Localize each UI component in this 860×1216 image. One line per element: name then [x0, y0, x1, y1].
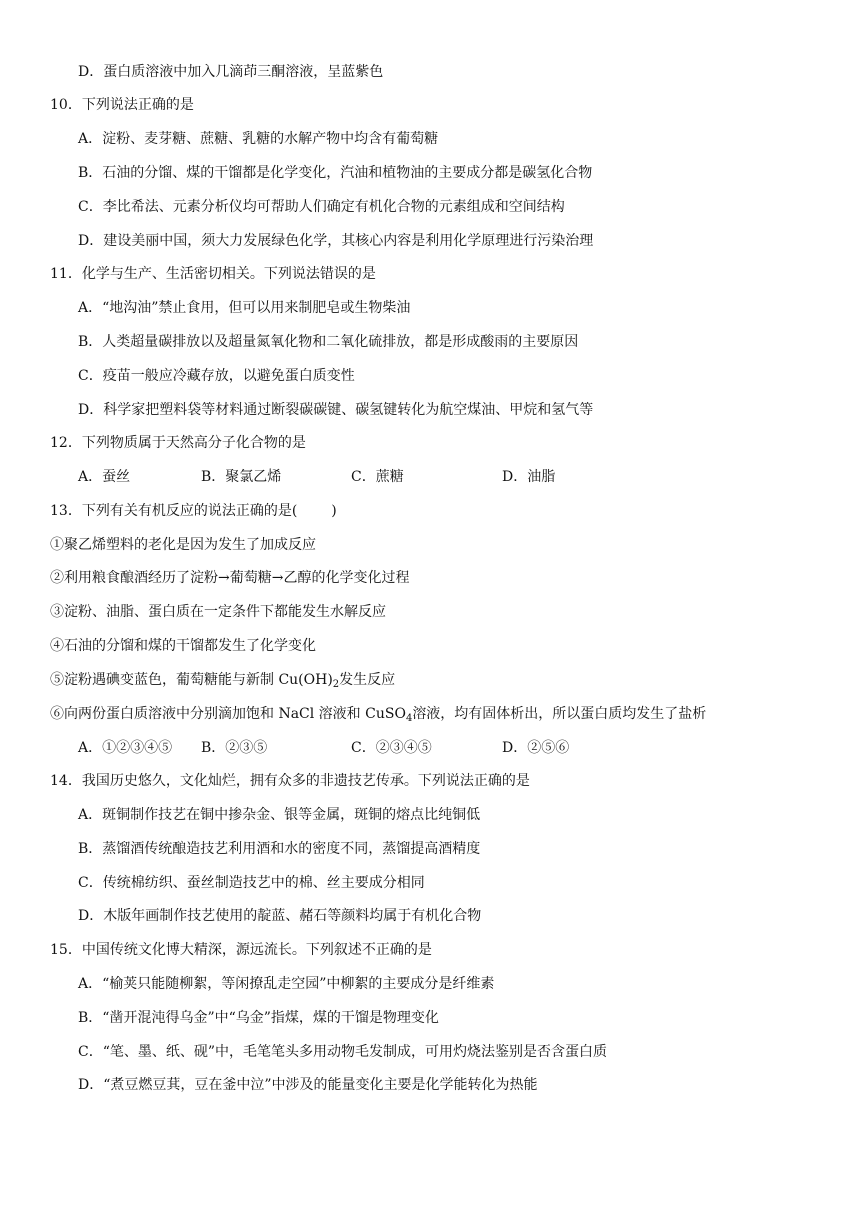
- q13-stem-text: 13．下列有关有机反应的说法正确的是(: [50, 503, 298, 519]
- q14-option-c: C．传统棉纺织、蚕丝制造技艺中的棉、丝主要成分相同: [78, 875, 425, 891]
- q13-statement-3: ③淀粉、油脂、蛋白质在一定条件下都能发生水解反应: [50, 604, 386, 620]
- q10-stem: 10．下列说法正确的是: [50, 97, 194, 113]
- q13-stem: [50, 501, 337, 521]
- q13-s5-subscript: 2: [332, 679, 340, 690]
- q15-option-b: B．“凿开混沌得乌金”中“乌金”指煤，煤的干馏是物理变化: [78, 1010, 439, 1026]
- q14-option-b: B．蒸馏酒传统酿造技艺利用酒和水的密度不同，蒸馏提高酒精度: [78, 841, 481, 857]
- q11-option-a: A．“地沟油”禁止食用，但可以用来制肥皂或生物柴油: [78, 300, 411, 316]
- q15-option-d: D．“煮豆燃豆萁，豆在釜中泣”中涉及的能量变化主要是化学能转化为热能: [78, 1077, 538, 1093]
- q12-option-c: C．蔗糖: [351, 469, 404, 485]
- q9-option-d: D．蛋白质溶液中加入几滴茚三酮溶液，呈蓝紫色: [78, 64, 384, 80]
- q13-stem-close: ): [331, 503, 337, 519]
- q11-option-b: B．人类超量碳排放以及超量氮氧化物和二氧化硫排放，都是形成酸雨的主要原因: [78, 334, 579, 350]
- q13-option-d: D．②⑤⑥: [502, 740, 570, 756]
- q12-stem: 12．下列物质属于天然高分子化合物的是: [50, 435, 306, 451]
- q12-option-d: D．油脂: [502, 469, 556, 485]
- q13-option-c: C．②③④⑤: [351, 740, 432, 756]
- q10-option-b: B．石油的分馏、煤的干馏都是化学变化，汽油和植物油的主要成分都是碳氢化合物: [78, 165, 593, 181]
- q13-statement-2: ②利用粮食酿酒经历了淀粉→葡萄糖→乙醇的化学变化过程: [50, 570, 410, 586]
- q13-option-b: B．②③⑤: [201, 740, 268, 756]
- q13-option-a: A．①②③④⑤: [78, 740, 173, 756]
- q13-s5-text: ⑤淀粉遇碘变蓝色，葡萄糖能与新制 Cu(OH): [50, 672, 333, 688]
- q11-option-c: C．疫苗一般应冷藏存放，以避免蛋白质变性: [78, 368, 355, 384]
- q13-s6-text: ⑥向两份蛋白质溶液中分别滴加饱和 NaCl 溶液和 CuSO: [50, 706, 406, 722]
- q14-option-d: D．木版年画制作技艺使用的靛蓝、赭石等颜料均属于有机化合物: [78, 908, 482, 924]
- q13-s5-tail: 发生反应: [339, 672, 396, 688]
- q14-stem: 14．我国历史悠久，文化灿烂，拥有众多的非遗技艺传承。下列说法正确的是: [50, 773, 530, 789]
- q10-option-a: A．淀粉、麦芽糖、蔗糖、乳糖的水解产物中均含有葡萄糖: [78, 131, 439, 147]
- q12-option-a: A．蚕丝: [78, 469, 131, 485]
- q13-statement-4: ④石油的分馏和煤的干馏都发生了化学变化: [50, 638, 316, 654]
- q10-option-d: D．建设美丽中国，须大力发展绿色化学，其核心内容是利用化学原理进行污染治理: [78, 233, 594, 249]
- q15-stem: 15．中国传统文化博大精深，源远流长。下列叙述不正确的是: [50, 942, 432, 958]
- q13-statement-6: [50, 704, 706, 724]
- q13-s6-subscript: 4: [405, 713, 413, 724]
- q14-option-a: A．斑铜制作技艺在铜中掺杂金、银等金属，斑铜的熔点比纯铜低: [78, 807, 481, 823]
- q11-stem: 11．化学与生产、生活密切相关。下列说法错误的是: [50, 266, 376, 282]
- q13-s6-tail: 溶液，均有固体析出，所以蛋白质均发生了盐析: [412, 706, 707, 722]
- q15-option-a: A．“榆荚只能随柳絮，等闲撩乱走空园”中柳絮的主要成分是纤维素: [78, 976, 495, 992]
- q12-option-b: B．聚氯乙烯: [201, 469, 282, 485]
- q10-option-c: C．李比希法、元素分析仪均可帮助人们确定有机化合物的元素组成和空间结构: [78, 199, 565, 215]
- q11-option-d: D．科学家把塑料袋等材料通过断裂碳碳键、碳氢键转化为航空煤油、甲烷和氢气等: [78, 402, 594, 418]
- q13-statement-5: [50, 670, 395, 690]
- q13-statement-1: ①聚乙烯塑料的老化是因为发生了加成反应: [50, 537, 316, 553]
- q15-option-c: C．“笔、墨、纸、砚”中，毛笔笔头多用动物毛发制成，可用灼烧法鉴别是否含蛋白质: [78, 1044, 608, 1060]
